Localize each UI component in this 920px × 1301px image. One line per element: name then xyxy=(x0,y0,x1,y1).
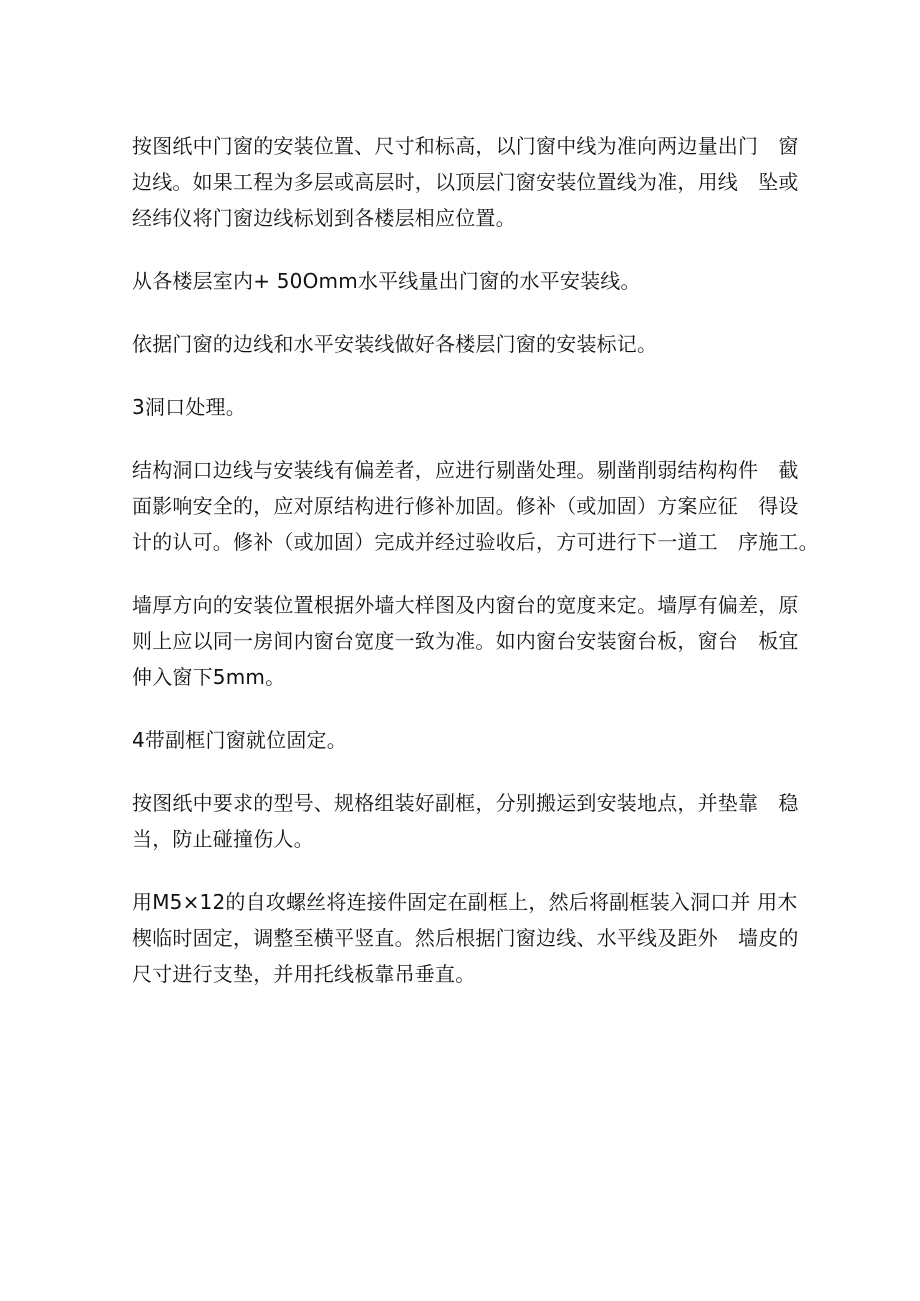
text-line: 4带副框门窗就位固定。 xyxy=(132,728,347,752)
paragraph-assemble-subframe xyxy=(132,785,797,857)
document-body xyxy=(132,128,819,1019)
paragraph-opening-deviation xyxy=(132,452,819,560)
text-line: 经纬仪将门窗边线标划到各楼层相应位置。 xyxy=(132,206,516,230)
text-line: 用M5×12的自攻螺丝将连接件固定在副框上，然后将副框装入洞口并 用木 xyxy=(132,890,798,914)
text-line: 计的认可。修补（或加固）完成并经过验收后，方可进行下一道工 序施工。 xyxy=(132,530,819,554)
text-line: 尺寸进行支垫，并用托线板靠吊垂直。 xyxy=(132,962,476,986)
paragraph-wall-thickness xyxy=(132,587,797,695)
text-line: 3洞口处理。 xyxy=(132,395,246,419)
text-line: 边线。如果工程为多层或高层时，以顶层门窗安装位置线为准，用线 坠或 xyxy=(132,170,799,194)
section-heading-subframe-fixing xyxy=(132,722,797,758)
paragraph-horizontal-line xyxy=(132,263,797,299)
paragraph-layout-marking xyxy=(132,128,797,236)
text-line: 从各楼层室内+ 50Omm水平线量出门窗的水平安装线。 xyxy=(132,269,641,293)
section-heading-opening-treatment xyxy=(132,389,797,425)
text-line: 伸入窗下5mm。 xyxy=(132,665,286,689)
text-line: 当，防止碰撞伤人。 xyxy=(132,827,314,851)
text-line: 按图纸中门窗的安装位置、尺寸和标高，以门窗中线为准向两边量出门 窗 xyxy=(132,134,799,158)
text-line: 依据门窗的边线和水平安装线做好各楼层门窗的安装标记。 xyxy=(132,332,658,356)
text-line: 面影响安全的，应对原结构进行修补加固。修补（或加固）方案应征 得设 xyxy=(132,494,799,518)
paragraph-installation-marks xyxy=(132,326,797,362)
text-line: 楔临时固定，调整至横平竖直。然后根据门窗边线、水平线及距外 墙皮的 xyxy=(132,926,799,950)
text-line: 结构洞口边线与安装线有偏差者，应进行剔凿处理。剔凿削弱结构构件 截 xyxy=(132,458,799,482)
paragraph-screw-fixing xyxy=(132,884,797,992)
text-line: 则上应以同一房间内窗台宽度一致为准。如内窗台安装窗台板，窗台 板宜 xyxy=(132,629,799,653)
text-line: 按图纸中要求的型号、规格组装好副框，分别搬运到安装地点，并垫靠 稳 xyxy=(132,791,799,815)
text-line: 墙厚方向的安装位置根据外墙大样图及内窗台的宽度来定。墙厚有偏差，原 xyxy=(132,593,799,617)
